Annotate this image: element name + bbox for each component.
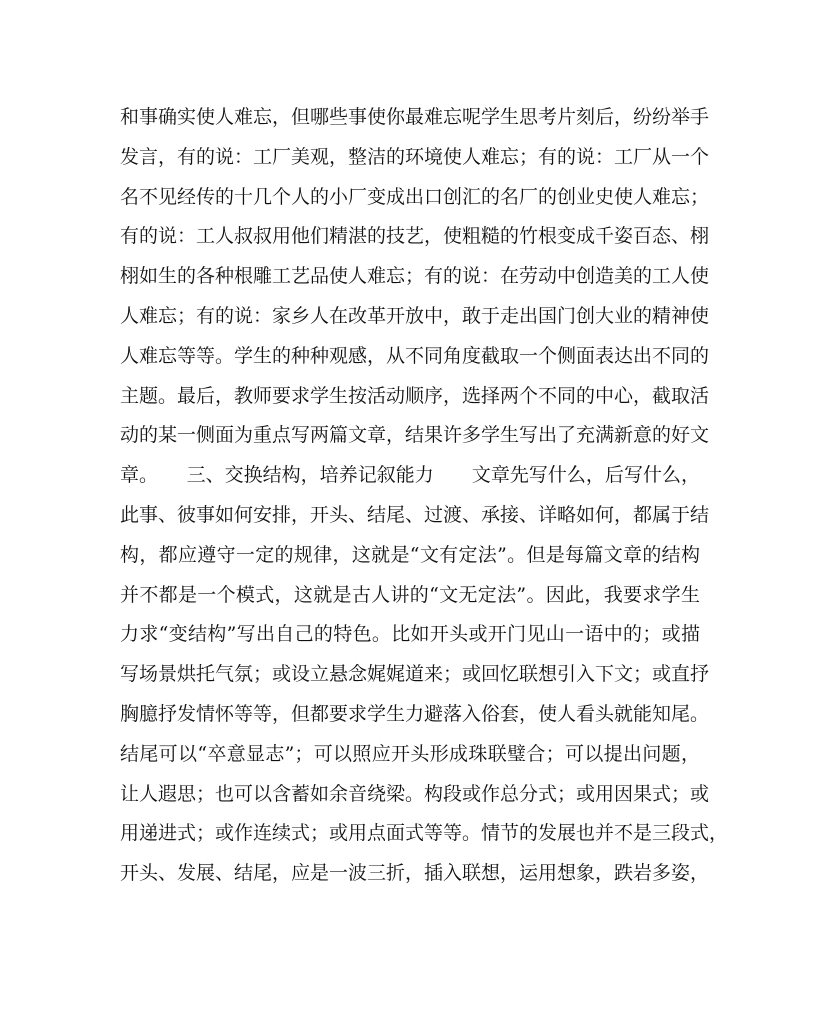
text-line: 人难忘等等。学生的种种观感，从不同角度截取一个侧面表达出不同的 <box>120 344 710 367</box>
text-line: 主题。最后，教师要求学生按活动顺序，选择两个不同的中心，截取活 <box>120 384 710 407</box>
text-line: 并不都是一个模式，这就是古人讲的“文无定法”。因此，我要求学生 <box>120 583 700 606</box>
text-line: 有的说：工人叔叔用他们精湛的技艺，使粗糙的竹根变成千姿百态、栩 <box>120 225 710 248</box>
text-line: 用递进式；或作连续式；或用点面式等等。情节的发展也并不是三段式， <box>120 822 729 845</box>
text-line: 发言，有的说：工厂美观，整洁的环境使人难忘；有的说：工厂从一个 <box>120 145 710 168</box>
text-line: 此事、彼事如何安排，开头、结尾、过渡、承接、详略如何，都属于结 <box>120 503 710 526</box>
text-line: 写场景烘托气氛；或设立悬念娓娓道来；或回忆联想引入下文；或直抒 <box>120 663 710 686</box>
text-line: 栩如生的各种根雕工艺品使人难忘；有的说：在劳动中创造美的工人使 <box>120 265 710 288</box>
text-line: 力求“变结构”写出自己的特色。比如开头或开门见山一语中的；或描 <box>120 623 700 646</box>
text-line: 让人遐思；也可以含蓄如余音绕梁。构段或作总分式；或用因果式；或 <box>120 782 710 805</box>
text-line: 名不见经传的十几个人的小厂变成出口创汇的名厂的创业史使人难忘； <box>120 185 710 208</box>
body-text <box>120 98 729 894</box>
text-line: 动的某一侧面为重点写两篇文章，结果许多学生写出了充满新意的好文 <box>120 424 710 447</box>
text-line: 结尾可以“卒意显志”；可以照应开头形成珠联璧合；可以提出问题， <box>120 742 700 765</box>
text-line: 和事确实使人难忘，但哪些事使你最难忘呢学生思考片刻后，纷纷举手 <box>120 106 710 128</box>
text-line: 章。 三、交换结构，培养记叙能力 文章先写什么，后写什么， <box>120 464 700 487</box>
text-line: 开头、发展、结尾，应是一波三折，插入联想，运用想象，跌岩多姿， <box>120 862 710 885</box>
text-line: 人难忘；有的说：家乡人在改革开放中，敢于走出国门创大业的精神使 <box>120 304 710 327</box>
text-line: 构，都应遵守一定的规律，这就是“文有定法”。但是每篇文章的结构 <box>120 543 700 566</box>
text-line: 胸臆抒发情怀等等，但都要求学生力避落入俗套，使人看头就能知尾。 <box>120 702 710 725</box>
